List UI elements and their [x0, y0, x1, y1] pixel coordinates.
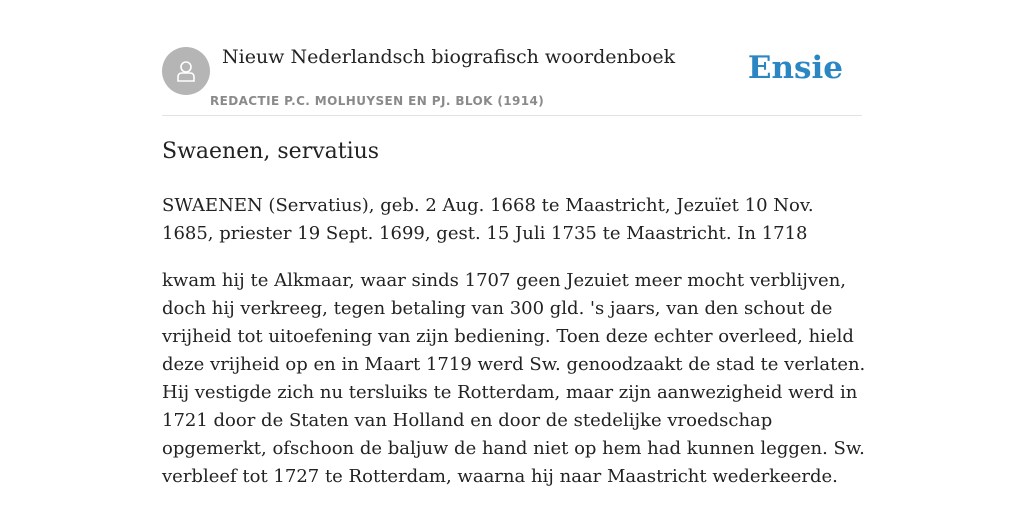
book-title[interactable]: Nieuw Nederlandsch biografisch woordenboek — [222, 46, 676, 68]
brand-logo[interactable]: Ensie — [747, 50, 843, 86]
entry-paragraph: kwam hij te Alkmaar, waar sinds 1707 geen Jezuiet meer mocht verblijven, doch hij verkreeg, tegen betaling van 300 gld. 's jaars, van den schout de vrijheid tot uitoefening van zijn bediening. Toen deze echter overleed, hield deze vrijheid op en in Maart 1719 werd Sw. genoodzaakt de stad te verlaten. Hij vestigde zich nu tersluiks te Rotterdam, maar zijn aanwezigheid werd in 1721 door de Staten van Holland en door de stedelijke vroedschap opgemerkt, ofschoon de baljuw de hand niet op hem had kunnen leggen. Sw. verbleef tot 1727 te Rotterdam, waarna hij naar Maastricht wederkeerde. — [162, 270, 866, 487]
source-header — [162, 0, 862, 116]
avatar[interactable] — [162, 47, 210, 95]
entry-title: Swaenen, servatius — [162, 139, 380, 164]
book-editor: REDACTIE P.C. MOLHUYSEN EN PJ. BLOK (1914) — [210, 94, 545, 108]
page-container — [162, 0, 866, 487]
user-icon — [173, 58, 199, 84]
entry-paragraph: SWAENEN (Servatius), geb. 2 Aug. 1668 te Maastricht, Jezuïet 10 Nov. 1685, priester 19 Sept. 1699, gest. 15 Juli 1735 te Maastricht. In 1718 — [162, 195, 814, 244]
